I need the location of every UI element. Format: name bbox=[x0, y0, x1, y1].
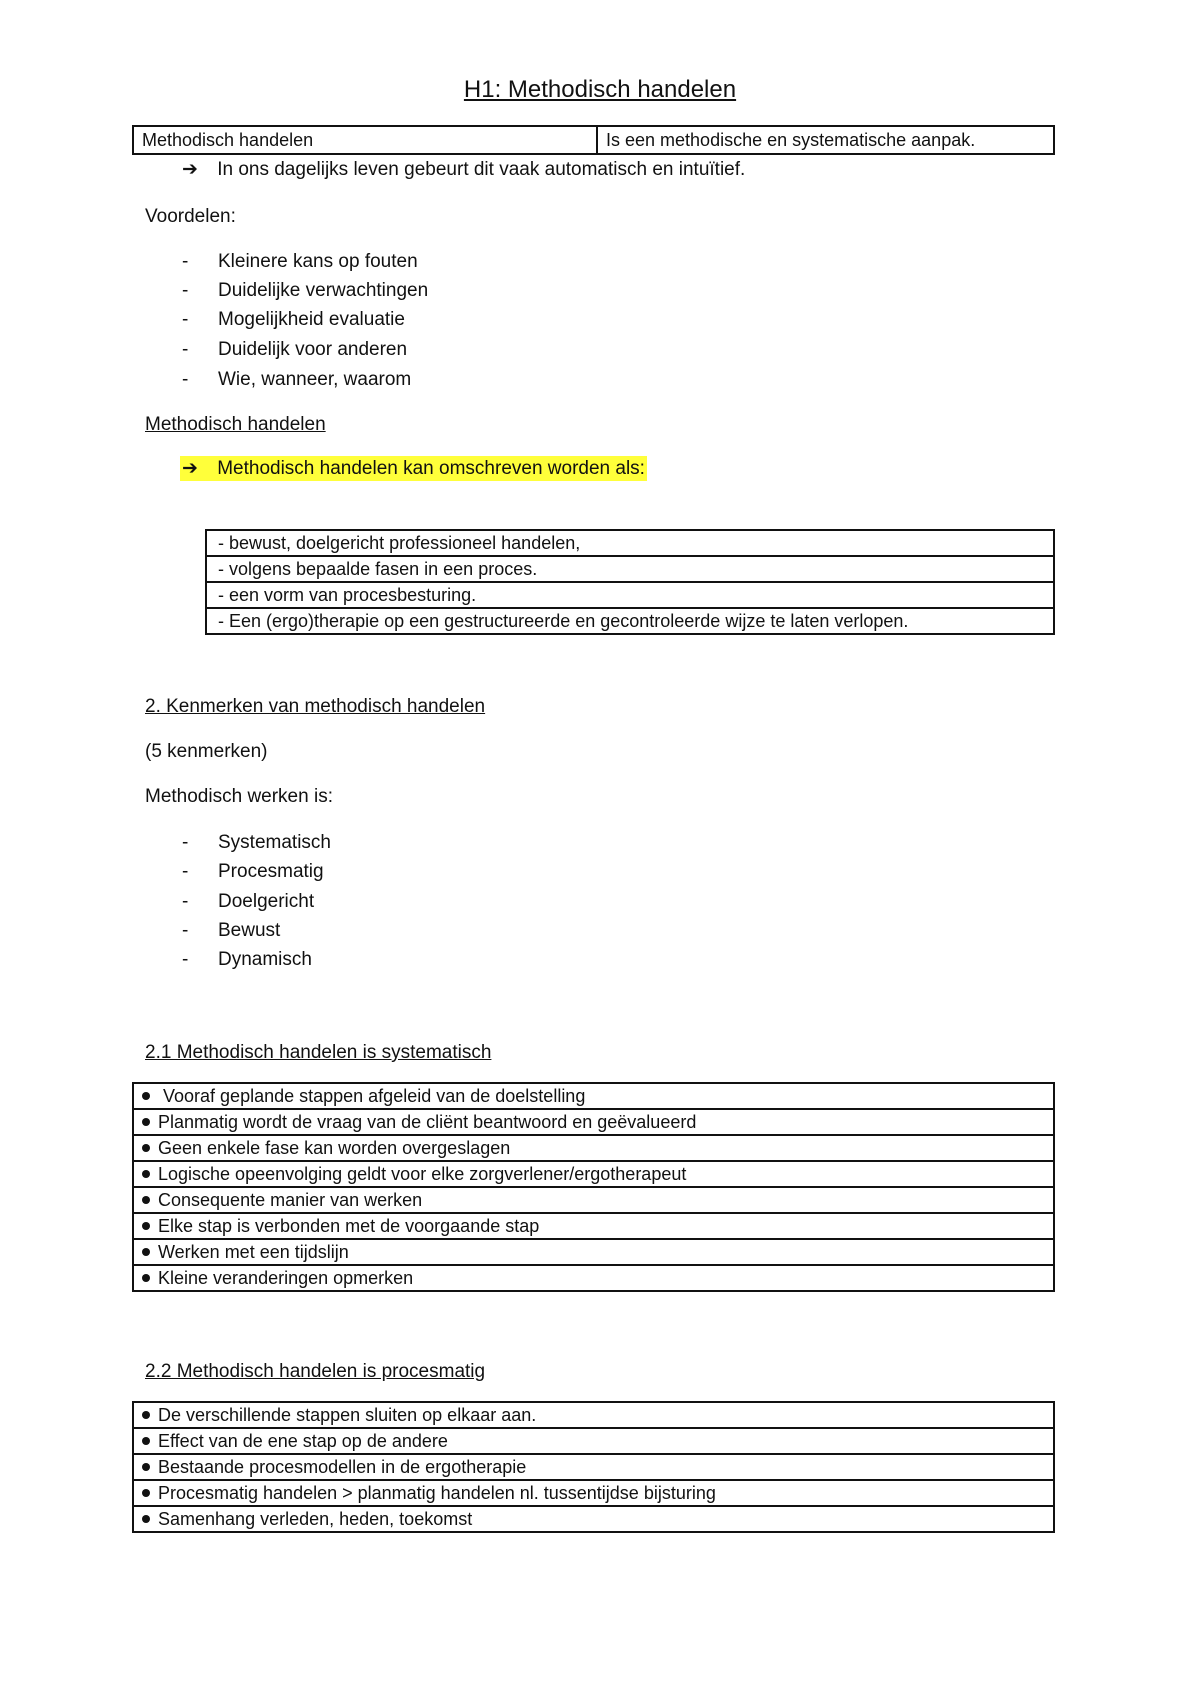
cell-text: Procesmatig handelen > planmatig handelen nl. tussentijdse bijsturing bbox=[158, 1482, 716, 1503]
cell-text: Elke stap is verbonden met de voorgaande stap bbox=[158, 1215, 540, 1236]
table-cell bbox=[133, 1506, 1054, 1532]
definition-term: Methodisch handelen bbox=[133, 126, 597, 154]
table-row bbox=[133, 1239, 1054, 1265]
list-bullet: - bbox=[182, 280, 189, 301]
table-cell bbox=[133, 1109, 1054, 1135]
table-row bbox=[133, 1161, 1054, 1187]
list-bullet: - bbox=[182, 891, 189, 912]
bullet-icon bbox=[142, 1248, 150, 1256]
highlight-note-text: Methodisch handelen kan omschreven worden als: bbox=[217, 458, 645, 479]
list-item: Bewust bbox=[218, 920, 281, 941]
list-item: Dynamisch bbox=[218, 949, 312, 970]
section22-heading: 2.2 Methodisch handelen is procesmatig bbox=[145, 1361, 486, 1382]
table-cell bbox=[133, 1161, 1054, 1187]
table-cell bbox=[133, 1213, 1054, 1239]
list-item: Procesmatig bbox=[218, 861, 324, 882]
bullet-icon bbox=[142, 1118, 150, 1126]
cell-text: Werken met een tijdslijn bbox=[158, 1241, 349, 1262]
table-row bbox=[133, 1428, 1054, 1454]
list-bullet: - bbox=[182, 920, 189, 941]
list-item: Kleinere kans op fouten bbox=[218, 251, 418, 272]
table-row bbox=[206, 582, 1054, 608]
advantages-heading: Voordelen: bbox=[145, 206, 236, 227]
list-bullet: - bbox=[182, 949, 189, 970]
table-row bbox=[206, 530, 1054, 556]
highlight-line bbox=[180, 456, 647, 481]
cell-text: Logische opeenvolging geldt voor elke zorgverlener/ergotherapeut bbox=[158, 1163, 687, 1184]
table-row bbox=[133, 1109, 1054, 1135]
bullet-icon bbox=[142, 1489, 150, 1497]
table-row bbox=[133, 1480, 1054, 1506]
arrow-note bbox=[182, 160, 745, 179]
arrow-right-icon: ➔ bbox=[182, 458, 198, 479]
cell-text: Consequente manier van werken bbox=[158, 1189, 423, 1210]
table-cell bbox=[133, 1428, 1054, 1454]
table-row bbox=[206, 556, 1054, 582]
arrow-right-icon: ➔ bbox=[182, 159, 198, 180]
table-row bbox=[133, 1402, 1054, 1428]
list-bullet: - bbox=[182, 861, 189, 882]
table-row bbox=[133, 1083, 1054, 1109]
cell-text: Geen enkele fase kan worden overgeslagen bbox=[158, 1137, 511, 1158]
bullet-icon bbox=[142, 1144, 150, 1152]
bullet-icon bbox=[142, 1463, 150, 1471]
list-item: Doelgericht bbox=[218, 891, 315, 912]
cell-text: Samenhang verleden, heden, toekomst bbox=[158, 1508, 473, 1529]
table-cell bbox=[133, 1402, 1054, 1428]
cell-text: De verschillende stappen sluiten op elkaar aan. bbox=[158, 1404, 537, 1425]
cell-text: Kleine veranderingen opmerken bbox=[158, 1267, 414, 1288]
table-cell: - volgens bepaalde fasen in een proces. bbox=[206, 556, 1054, 582]
table-cell: - een vorm van procesbesturing. bbox=[206, 582, 1054, 608]
table-cell bbox=[133, 1480, 1054, 1506]
table-cell bbox=[133, 1135, 1054, 1161]
table-row bbox=[133, 1187, 1054, 1213]
list-item: Duidelijk voor anderen bbox=[218, 339, 408, 360]
table-row bbox=[133, 1454, 1054, 1480]
bullet-icon bbox=[142, 1170, 150, 1178]
table-cell: - bewust, doelgericht professioneel handelen, bbox=[206, 530, 1054, 556]
table-row bbox=[133, 1135, 1054, 1161]
table-cell bbox=[133, 1265, 1054, 1291]
cell-text: Effect van de ene stap op de andere bbox=[158, 1430, 448, 1451]
list-bullet: - bbox=[182, 309, 189, 330]
list-bullet: - bbox=[182, 369, 189, 390]
section1-heading: Methodisch handelen bbox=[145, 414, 326, 435]
table-cell bbox=[133, 1187, 1054, 1213]
cell-text: Bestaande procesmodellen in de ergotherapie bbox=[158, 1456, 527, 1477]
bullet-icon bbox=[142, 1274, 150, 1282]
section2-heading: 2. Kenmerken van methodisch handelen bbox=[145, 696, 486, 717]
section2-note: (5 kenmerken) bbox=[145, 741, 268, 762]
table-row bbox=[133, 126, 1054, 154]
definition-meaning: Is een methodische en systematische aanpak. bbox=[597, 126, 1054, 154]
list-item: Systematisch bbox=[218, 832, 331, 853]
procesmatig-table bbox=[132, 1401, 1055, 1533]
list-item: Duidelijke verwachtingen bbox=[218, 280, 429, 301]
list-bullet: - bbox=[182, 251, 189, 272]
page-title: H1: Methodisch handelen bbox=[463, 76, 737, 103]
cell-text: Vooraf geplande stappen afgeleid van de doelstelling bbox=[158, 1085, 586, 1106]
list-bullet: - bbox=[182, 832, 189, 853]
list-item: Mogelijkheid evaluatie bbox=[218, 309, 405, 330]
bullet-icon bbox=[142, 1411, 150, 1419]
cell-text: Planmatig wordt de vraag van de cliënt beantwoord en geëvalueerd bbox=[158, 1111, 697, 1132]
table-row bbox=[133, 1506, 1054, 1532]
table-cell bbox=[133, 1239, 1054, 1265]
highlight-note bbox=[180, 459, 647, 478]
list-item: Wie, wanneer, waarom bbox=[218, 369, 412, 390]
table-cell bbox=[133, 1454, 1054, 1480]
table-row bbox=[133, 1265, 1054, 1291]
table-row bbox=[206, 608, 1054, 634]
bullet-icon bbox=[142, 1222, 150, 1230]
bullet-icon bbox=[142, 1196, 150, 1204]
systematic-table bbox=[132, 1082, 1055, 1292]
bullet-icon bbox=[142, 1092, 150, 1100]
list-bullet: - bbox=[182, 339, 189, 360]
bullet-icon bbox=[142, 1515, 150, 1523]
bullet-icon bbox=[142, 1437, 150, 1445]
table-cell bbox=[133, 1083, 1054, 1109]
descriptions-table bbox=[205, 529, 1055, 635]
section21-heading: 2.1 Methodisch handelen is systematisch bbox=[145, 1042, 492, 1063]
table-cell: - Een (ergo)therapie op een gestructureerde en gecontroleerde wijze te laten verlopen. bbox=[206, 608, 1054, 634]
arrow-note-text: In ons dagelijks leven gebeurt dit vaak automatisch en intuïtief. bbox=[217, 159, 746, 180]
section2-intro: Methodisch werken is: bbox=[145, 786, 333, 807]
table-row bbox=[133, 1213, 1054, 1239]
definition-table bbox=[132, 125, 1055, 155]
